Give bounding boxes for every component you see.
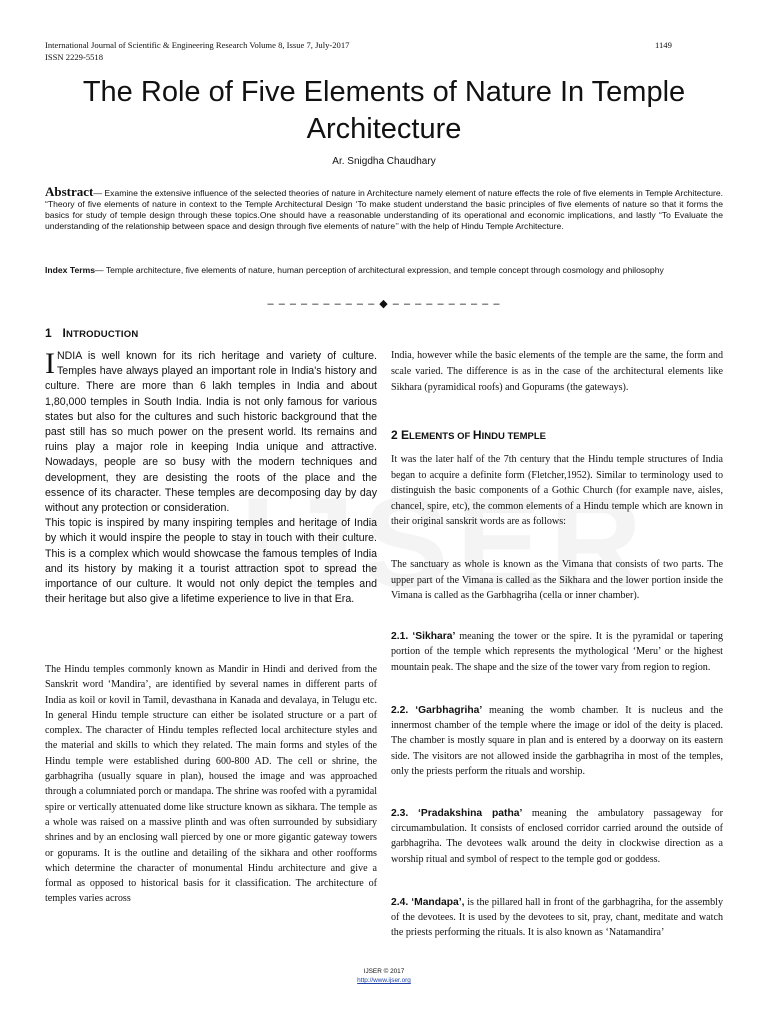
section-2-number: 2 — [391, 428, 398, 442]
section-1-title-rest: NTRODUCTION — [66, 329, 139, 340]
subsection-text: is the pillared hall in front of the garbhagriha, for the assembly of the devotees. It is used by the devotees to sit, pray, chant, meditate and watch the priests performing the rituals. It is also known as ‘Natamandira’ — [391, 897, 723, 939]
subsection-title: 2.1. ‘Sikhara’ — [391, 631, 456, 642]
subsection-sikhara — [391, 629, 723, 675]
intro-continued: India, however while the basic elements of the temple are the same, the form and scale varied. The difference is as in the case of the architectural elements like Sikhara (pyramidical roofs) and Gopurams (the gateways). — [391, 350, 723, 393]
subsection-title: 2.4. ‘Mandapa’, — [391, 897, 465, 908]
abstract-dash: — — [93, 188, 102, 198]
journal-header: International Journal of Scientific & Engineering Research Volume 8, Issue 7, July-2017 — [45, 40, 350, 50]
section-2-paragraph-2: The sanctuary as whole is known as the Vimana that consists of two parts. The upper part of the Vimana is called as the Sikhara and the lower portion inside the Vimana is called as the Garbhagriha (cella or inner chamber). — [391, 559, 723, 602]
introduction-body — [45, 349, 377, 607]
index-terms-dash: — — [95, 265, 104, 275]
footer-link[interactable]: http://www.ijser.org — [357, 977, 411, 984]
footer-copyright: IJSER © 2017 — [363, 968, 405, 975]
section-1-title-first: I — [62, 326, 67, 340]
index-terms — [45, 264, 695, 277]
index-terms-text: Temple architecture, five elements of nature, human perception of architectural expression, and temple concept through cosmology and philosophy — [103, 265, 664, 275]
intro-paragraph-3: The Hindu temples commonly known as Mandir in Hindi and derived from the Sanskrit word ‘Mandira’, are identified by several names in different parts of India as koil or kovil in Tamil, devasthana in Kanada and devalaya, in Telugu etc. In general Hindu temple structure can either be isolated structure or a part of complex. The character of Hindu temples reflected local architecture styles and the material and skills to which they related. The main forms and styles of the Hindu temple were established during 600-800 AD. The cell or shrine, the garbhagriha (usually square in plan), housed the image and was approached through a columniated porch or mandapa. The shrine was roofed with a pyramidal spire or vertically attenuated dome like structure known as sikhara. The temple as a whole was raised on a massive plinth and was often surrounded by subsidiary shrines and by an enclosing wall pierced by one or more gigantic gateway towers or gopurams. It is the outline and detailing of the sikhara and other roofforms which determine the character of monumental Hindu architecture and give a formal as opposed to historical basis for it classification. The architecture of temples varies across — [45, 664, 377, 905]
issn-label: ISSN 2229-5518 — [45, 52, 104, 62]
intro-paragraph-1-text: NDIA is well known for its rich heritage and variety of culture. Temples have always played an important role in India's history and culture. There are more than 6 lakh temples in India and about 1,80,000 temples in South India. India is not only famous for various states but also for the cultures and such historic background that the past still has so much power on the present world. Its remains and ruins play a major role in keeping India unique and attractive. Nowadays, people are so busy with the modern techniques and development, they are desisting the roots of the place and the essence of its character. These temples are decomposing day by day without any protection or consideration. — [45, 350, 377, 515]
author-name: Ar. Snigdha Chaudhary — [332, 156, 436, 167]
intro-paragraph-2: This topic is inspired by many inspiring temples and heritage of India by which it would inspire the people to stay in touch with their culture. This is a complex which would showcase the famous temples of India and its history by making it a tourist attraction spot to spread the importance of our culture. It would not only depict the temples and their heritage but also give a lifetime experience to live in that Era. — [45, 517, 377, 606]
subsection-mandapa — [391, 895, 723, 941]
section-2-title-indu: INDU TEMPLE — [481, 431, 546, 442]
subsection-text: meaning the womb chamber. It is nucleus and the innermost chamber of the temple where the image or idol of the deity is placed. The chamber is mostly square in plan and is entered by a doorway on its eastern side. The visitors are not allowed inside the garbhagriha in most of the temples, only the priests perform the rituals and worship. — [391, 705, 723, 777]
subsection-garbhagriha — [391, 703, 723, 779]
intro-paragraph-1 — [45, 349, 377, 516]
section-2-paragraph-1: It was the later half of the 7th century that the Hindu temple structures of India began to acquire a definite form (Fletcher,1952). Similar to terminology used to distinguish the basic components of a Gothic Church (for example nave, aisles, chancel, spire, etc), the common elements of a Hindu temple which are known in their original sanskrit words are as follows: — [391, 454, 723, 528]
section-1-number: 1 — [45, 326, 52, 340]
page-number: 1149 — [655, 40, 672, 50]
section-2-title-e: E — [401, 428, 410, 442]
drop-cap: I — [45, 347, 55, 380]
subsection-text: meaning the ambulatory passageway for circumambulation. It consists of enclosed corridor carried around the outside of garbhagriha. The devotees walk around the deity in clockwise direction as a worship ritual and symbol of respect to the temple god or goddess. — [391, 808, 723, 865]
section-1-heading — [45, 326, 138, 340]
subsection-pradakshina-patha — [391, 806, 723, 867]
section-2-heading — [391, 428, 546, 442]
subsection-text: meaning the tower or the spire. It is the pyramidal or tapering portion of the temple which represents the mythological ‘Meru’ or the highest mountain peak. The shape and the size of the tower vary from region to region. — [391, 631, 723, 673]
section-divider: – – – – – – – – – – ◆ – – – – – – – – – – — [267, 298, 501, 310]
abstract — [45, 186, 723, 232]
abstract-text: Examine the extensive influence of the selected theories of nature in Architecture namely element of nature effects the role of five elements in Temple Architecture. “Theory of five elements of nature in context to the Temple Architectural Design ‘To make student understand the basic principles of five elements of nature so that it forms the basics for study of temple design through these topics.One should have a reasonable understanding of its operational and economic implications, and lastly “To Evaluate the understanding of the relationship between space and design through five elements of nature’’ with the help of Hindu Temple Architecture. — [45, 188, 723, 232]
subsection-title: 2.3. ‘Pradakshina patha’ — [391, 808, 523, 819]
section-2-title-lements: LEMENTS OF — [409, 431, 473, 442]
index-terms-label: Index Terms — [45, 265, 95, 275]
abstract-label: Abstract — [45, 184, 94, 199]
subsection-title: 2.2. ‘Garbhagriha’ — [391, 705, 483, 716]
section-2-title-h: H — [472, 428, 482, 442]
paper-title: The Role of Five Elements of Nature In Temple Architecture — [82, 76, 686, 145]
